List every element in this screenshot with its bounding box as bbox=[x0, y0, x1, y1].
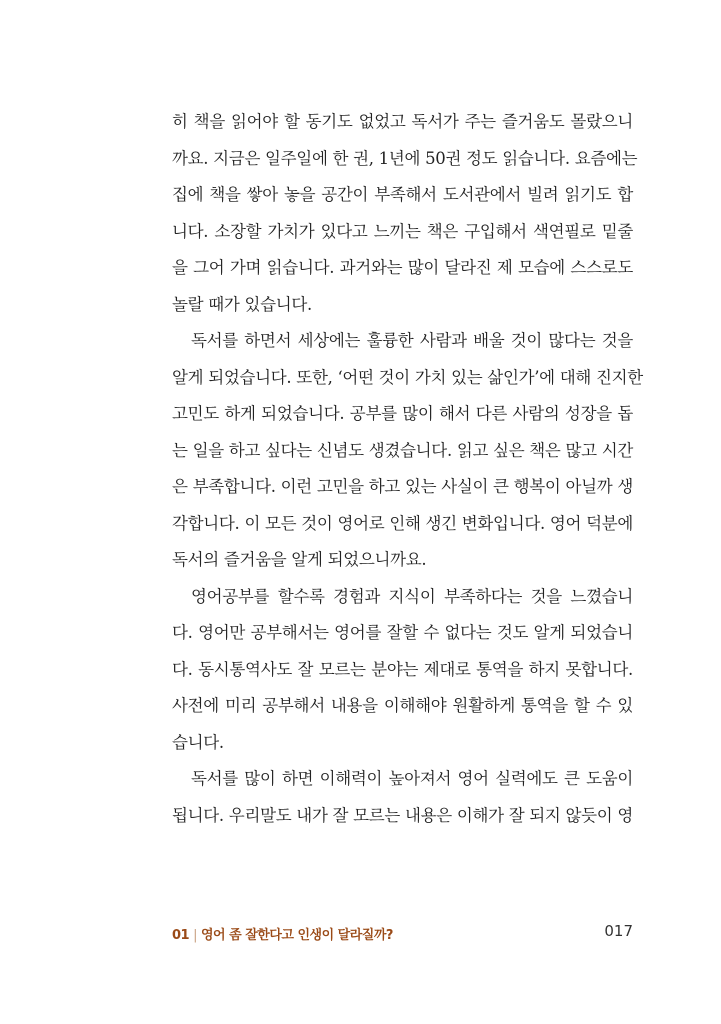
text-line: 까요. 지금은 일주일에 한 권, 1년에 50권 정도 읽습니다. 요즘에는 bbox=[172, 148, 638, 168]
text-line: 은 부족합니다. 이런 고민을 하고 있는 사실이 큰 행복이 아닐까 생 bbox=[172, 477, 634, 496]
text-line: 히 책을 읽어야 할 동기도 없었고 독서가 주는 즐거움도 몰랐으니 bbox=[172, 112, 633, 131]
chapter-number: 01 bbox=[172, 928, 190, 943]
page-number: 017 bbox=[604, 922, 633, 940]
text-line: 독서의 즐거움을 알게 되었으니까요. bbox=[172, 550, 427, 569]
text-line: 독서를 많이 하면 이해력이 높아져서 영어 실력에도 큰 도움이 bbox=[191, 769, 633, 788]
text-line: 됩니다. 우리말도 내가 잘 모르는 내용은 이해가 잘 되지 않듯이 영 bbox=[172, 805, 634, 825]
footer-separator: | bbox=[193, 928, 197, 943]
text-line: 놀랄 때가 있습니다. bbox=[172, 294, 312, 314]
text-line: 사전에 미리 공부해서 내용을 이해해야 원활하게 통역을 할 수 있 bbox=[172, 696, 633, 715]
text-line: 고민도 하게 되었습니다. 공부를 많이 해서 다른 사람의 성장을 돕 bbox=[172, 404, 633, 423]
running-footer bbox=[172, 924, 393, 943]
text-line: 는 일을 하고 싶다는 신념도 생겼습니다. 읽고 싶은 책은 많고 시간 bbox=[172, 440, 634, 460]
text-line: 다. 동시통역사도 잘 모르는 분야는 제대로 통역을 하지 못합니다. bbox=[172, 659, 633, 679]
text-line: 을 그어 가며 읽습니다. 과거와는 많이 달라진 제 모습에 스스로도 bbox=[172, 258, 633, 277]
text-line: 영어공부를 할수록 경험과 지식이 부족하다는 것을 느꼈습니 bbox=[191, 586, 633, 606]
text-line: 니다. 소장할 가치가 있다고 느끼는 책은 구입해서 색연필로 밑줄 bbox=[172, 221, 633, 241]
text-line: 집에 책을 쌓아 놓을 공간이 부족해서 도서관에서 빌려 읽기도 합 bbox=[172, 185, 633, 204]
text-line: 독서를 하면서 세상에는 훌륭한 사람과 배울 것이 많다는 것을 bbox=[191, 331, 633, 350]
text-line: 다. 영어만 공부해서는 영어를 잘할 수 없다는 것도 알게 되었습니 bbox=[172, 623, 633, 642]
text-line: 각합니다. 이 모든 것이 영어로 인해 생긴 변화입니다. 영어 덕분에 bbox=[172, 513, 634, 533]
text-line: 습니다. bbox=[172, 732, 224, 752]
chapter-title: 영어 좀 잘한다고 인생이 달라질까? bbox=[200, 928, 393, 943]
text-line: 알게 되었습니다. 또한, ‘어떤 것이 가치 있는 삶인가’에 대해 진지한 bbox=[172, 367, 643, 387]
